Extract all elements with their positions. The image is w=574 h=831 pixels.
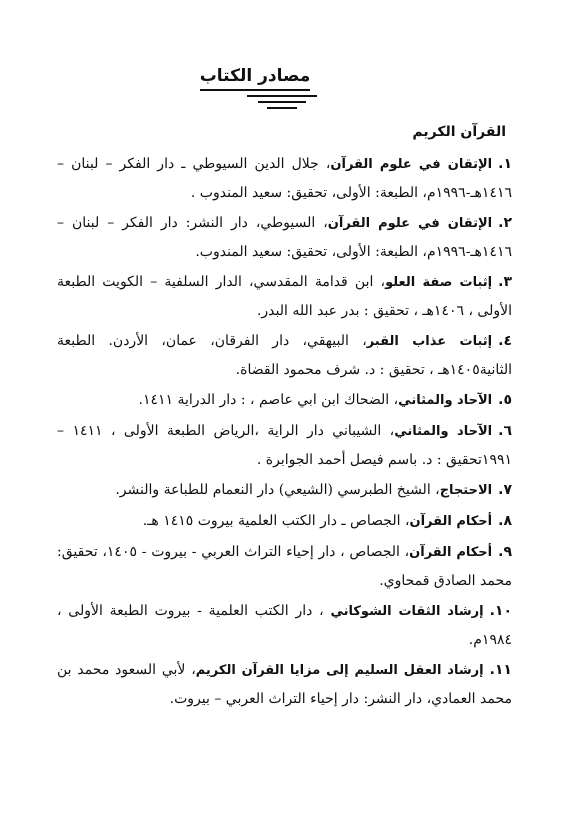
book-title: إثبات صفة العلو: [385, 275, 493, 290]
entry-details: ، الجصاص ، دار إحياء التراث العربي - بيروت - ١٤٠٥، تحقيق: محمد الصادق قمحاوي.: [57, 544, 512, 589]
entry-number: ٢.: [498, 215, 512, 231]
entry-details: ، السيوطي، دار النشر: دار الفكر – لبنان – ١٤١٦هـ-١٩٩٦م، الطبعة: الأولى، تحقيق: سعيد المندوب.: [57, 215, 512, 260]
entry-details: ، الجصاص ـ دار الكتب العلمية بيروت ١٤١٥ هـ.: [142, 513, 410, 529]
reference-entry: [57, 538, 512, 595]
book-title: الإتقان في علوم القرآن: [330, 157, 493, 172]
reference-entry: [57, 656, 512, 713]
entry-details: ، الشيباني دار الراية ،الرياض الطبعة الأولى ، ١٤١١ – ١٩٩١تحقيق : د. باسم فيصل أحمد الجوابرة .: [57, 423, 512, 468]
entry-number: ٧.: [498, 482, 512, 498]
entry-number: ٥.: [498, 392, 512, 408]
reference-entry: [57, 476, 512, 505]
reference-entry: [57, 507, 512, 536]
entry-number: ١٠.: [489, 603, 512, 619]
reference-entry: [57, 597, 512, 654]
entry-details: ، دار الكتب العلمية - بيروت الطبعة الأولى ، ١٩٨٤م.: [57, 603, 512, 648]
entry-details: ، ابن قدامة المقدسي، الدار السلفية – الكويت الطبعة الأولى ، ١٤٠٦هـ ، تحقيق : بدر عبد الله البدر.: [57, 274, 512, 319]
entry-number: ١.: [498, 156, 512, 172]
book-title: الآحاد والمثاني: [394, 424, 493, 439]
entry-details: ، الشيخ الطبرسي (الشيعي) دار النعمام للطباعة والنشر.: [115, 482, 440, 498]
book-title: الآحاد والمثاني: [398, 393, 493, 408]
book-title: أحكام القرآن: [409, 545, 493, 560]
entry-details: ، الضحاك ابن ابي عاصم ، : دار الدراية ١٤١١.: [138, 392, 399, 408]
page-title-block: [0, 66, 574, 91]
entry-number: ٣.: [498, 274, 513, 290]
reference-entry: [57, 209, 512, 266]
book-title: أحكام القرآن: [409, 514, 493, 529]
section-heading: القرآن الكريم: [412, 124, 506, 140]
entry-number: ٦.: [498, 423, 512, 439]
reference-entry: [57, 268, 512, 325]
entry-number: ٩.: [498, 544, 512, 560]
entry-number: ٨.: [498, 513, 512, 529]
book-title: إرشاد العقل السليم إلى مزايا القرآن الكريم: [195, 663, 484, 678]
book-title: إرشاد الثقات الشوكاني: [330, 604, 484, 619]
title-ornament: [0, 95, 574, 113]
reference-entry: [57, 417, 512, 474]
entry-number: ٤.: [498, 333, 513, 349]
entry-details: ، البيهقي، دار الفرقان، عمان، الأردن. الطبعة الثانية١٤٠٥هـ ، تحقيق : د. شرف محمود القضاة.: [57, 333, 512, 378]
reference-entry: [57, 150, 512, 207]
ornament-line: [258, 101, 306, 103]
reference-entry: [57, 327, 512, 384]
ornament-line: [247, 95, 317, 97]
entry-details: ، جلال الدين السيوطي ـ دار الفكر – لبنان – ١٤١٦هـ-١٩٩٦م، الطبعة: الأولى، تحقيق: سعيد المندوب .: [57, 156, 512, 201]
reference-entry: [57, 386, 512, 415]
page-title: مصادر الكتاب: [200, 66, 311, 91]
references-list: [57, 150, 512, 715]
book-title: الإتقان في علوم القرآن: [327, 216, 493, 231]
entry-details: ، لأبي السعود محمد بن محمد العمادي، دار النشر: دار إحياء التراث العربي – بيروت.: [57, 662, 512, 707]
ornament-line: [267, 107, 297, 109]
book-title: إثبات عذاب القبر: [366, 334, 493, 349]
entry-number: ١١.: [489, 662, 512, 678]
book-title: الاحتجاج: [439, 483, 493, 498]
